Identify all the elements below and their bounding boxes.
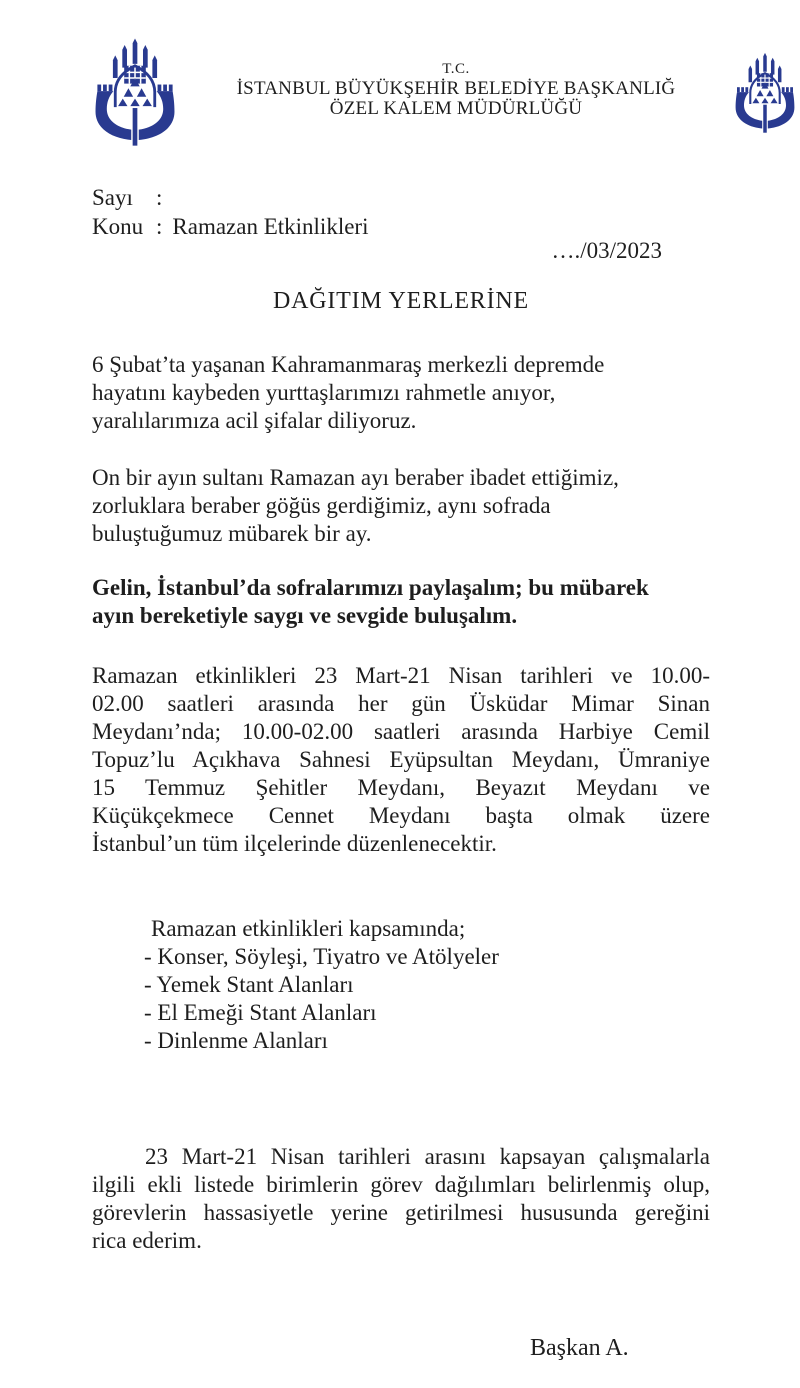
text-line: görevlerin hassasiyetle yerine getirilmesi hususunda gereğini [92,1200,710,1225]
text-line: Gelin, İstanbul’da sofralarımızı paylaşalım; bu mübarek [92,575,649,600]
sayi-label: Sayı [92,185,133,210]
ibb-emblem-left-icon [88,38,182,148]
text-line: ilgili ekli listede birimlerin görev dağılımları belirlenmiş olup, [92,1172,710,1197]
letter-meta [92,183,710,241]
text-line: On bir ayın sultanı Ramazan ayı beraber ibadet ettiğimiz, [92,465,619,490]
signature-name: Başkan A. [530,1335,629,1361]
text-line: Topuz’lu Açıkhava Sahnesi Eyüpsultan Meydanı, Ümraniye [92,747,710,772]
list-item: - El Emeği Stant Alanları [144,1000,377,1025]
text-line: Ramazan etkinlikleri 23 Mart-21 Nisan tarihleri ve 10.00- [92,663,710,688]
paragraph-ramazan-intro [92,464,710,548]
text-line: rica ederim. [92,1228,202,1253]
text-line: 02.00 saatleri arasında her gün Üsküdar Mimar Sinan [92,691,710,716]
text-line: hayatını kaybeden yurttaşlarımızı rahmetle anıyor, [92,380,556,405]
ibb-emblem-right-icon [730,38,800,145]
letterhead-department: ÖZEL KALEM MÜDÜRLÜĞÜ [329,98,583,119]
signature-row [92,1334,710,1362]
letterhead-text [182,38,730,119]
paragraph-event-details [92,662,710,858]
letter-date: …./03/2023 [551,238,662,263]
konu-label: Konu [92,214,144,239]
text-line: 6 Şubat’ta yaşanan Kahramanmaraş merkezli depremde [92,352,605,377]
text-line: 23 Mart-21 Nisan tarihleri arasını kapsayan çalışmalarla [145,1144,710,1169]
text-line: Meydanı’nda; 10.00-02.00 saatleri arasında Harbiye Cemil [92,719,710,744]
text-line: Küçükçekmece Cennet Meydanı başta olmak üzere [92,803,710,828]
konu-value: Ramazan Etkinlikleri [172,214,369,239]
text-line: ayın bereketiyle saygı ve sevgide buluşalım. [92,603,518,628]
paragraph-invitation-bold [92,574,710,630]
list-item: - Yemek Stant Alanları [144,972,354,997]
letterhead [88,38,800,148]
paragraph-earthquake [92,351,710,435]
text-line: buluştuğumuz mübarek bir ay. [92,521,372,546]
list-item: - Konser, Söyleşi, Tiyatro ve Atölyeler [144,944,499,969]
activities-list [144,915,710,1055]
text-line: yaralılarımıza acil şifalar diliyoruz. [92,408,417,433]
sayi-row [92,183,710,212]
letterhead-tc: T.C. [442,61,470,77]
sayi-colon: : [156,185,163,210]
recipient-line: DAĞITIM YERLERİNE [272,288,529,314]
activities-list-intro: Ramazan etkinlikleri kapsamında; [151,916,466,941]
letterhead-institution: İSTANBUL BÜYÜKŞEHİR BELEDİYE BAŞKANLIĞ [236,78,676,99]
paragraph-closing [92,1143,710,1255]
list-item: - Dinlenme Alanları [144,1028,328,1053]
konu-colon: : [156,214,163,239]
text-line: zorluklara beraber göğüs gerdiğimiz, aynı sofrada [92,493,551,518]
text-line: 15 Temmuz Şehitler Meydanı, Beyazıt Meydanı ve [92,775,710,800]
text-line: İstanbul’un tüm ilçelerinde düzenlenecektir. [92,831,497,856]
